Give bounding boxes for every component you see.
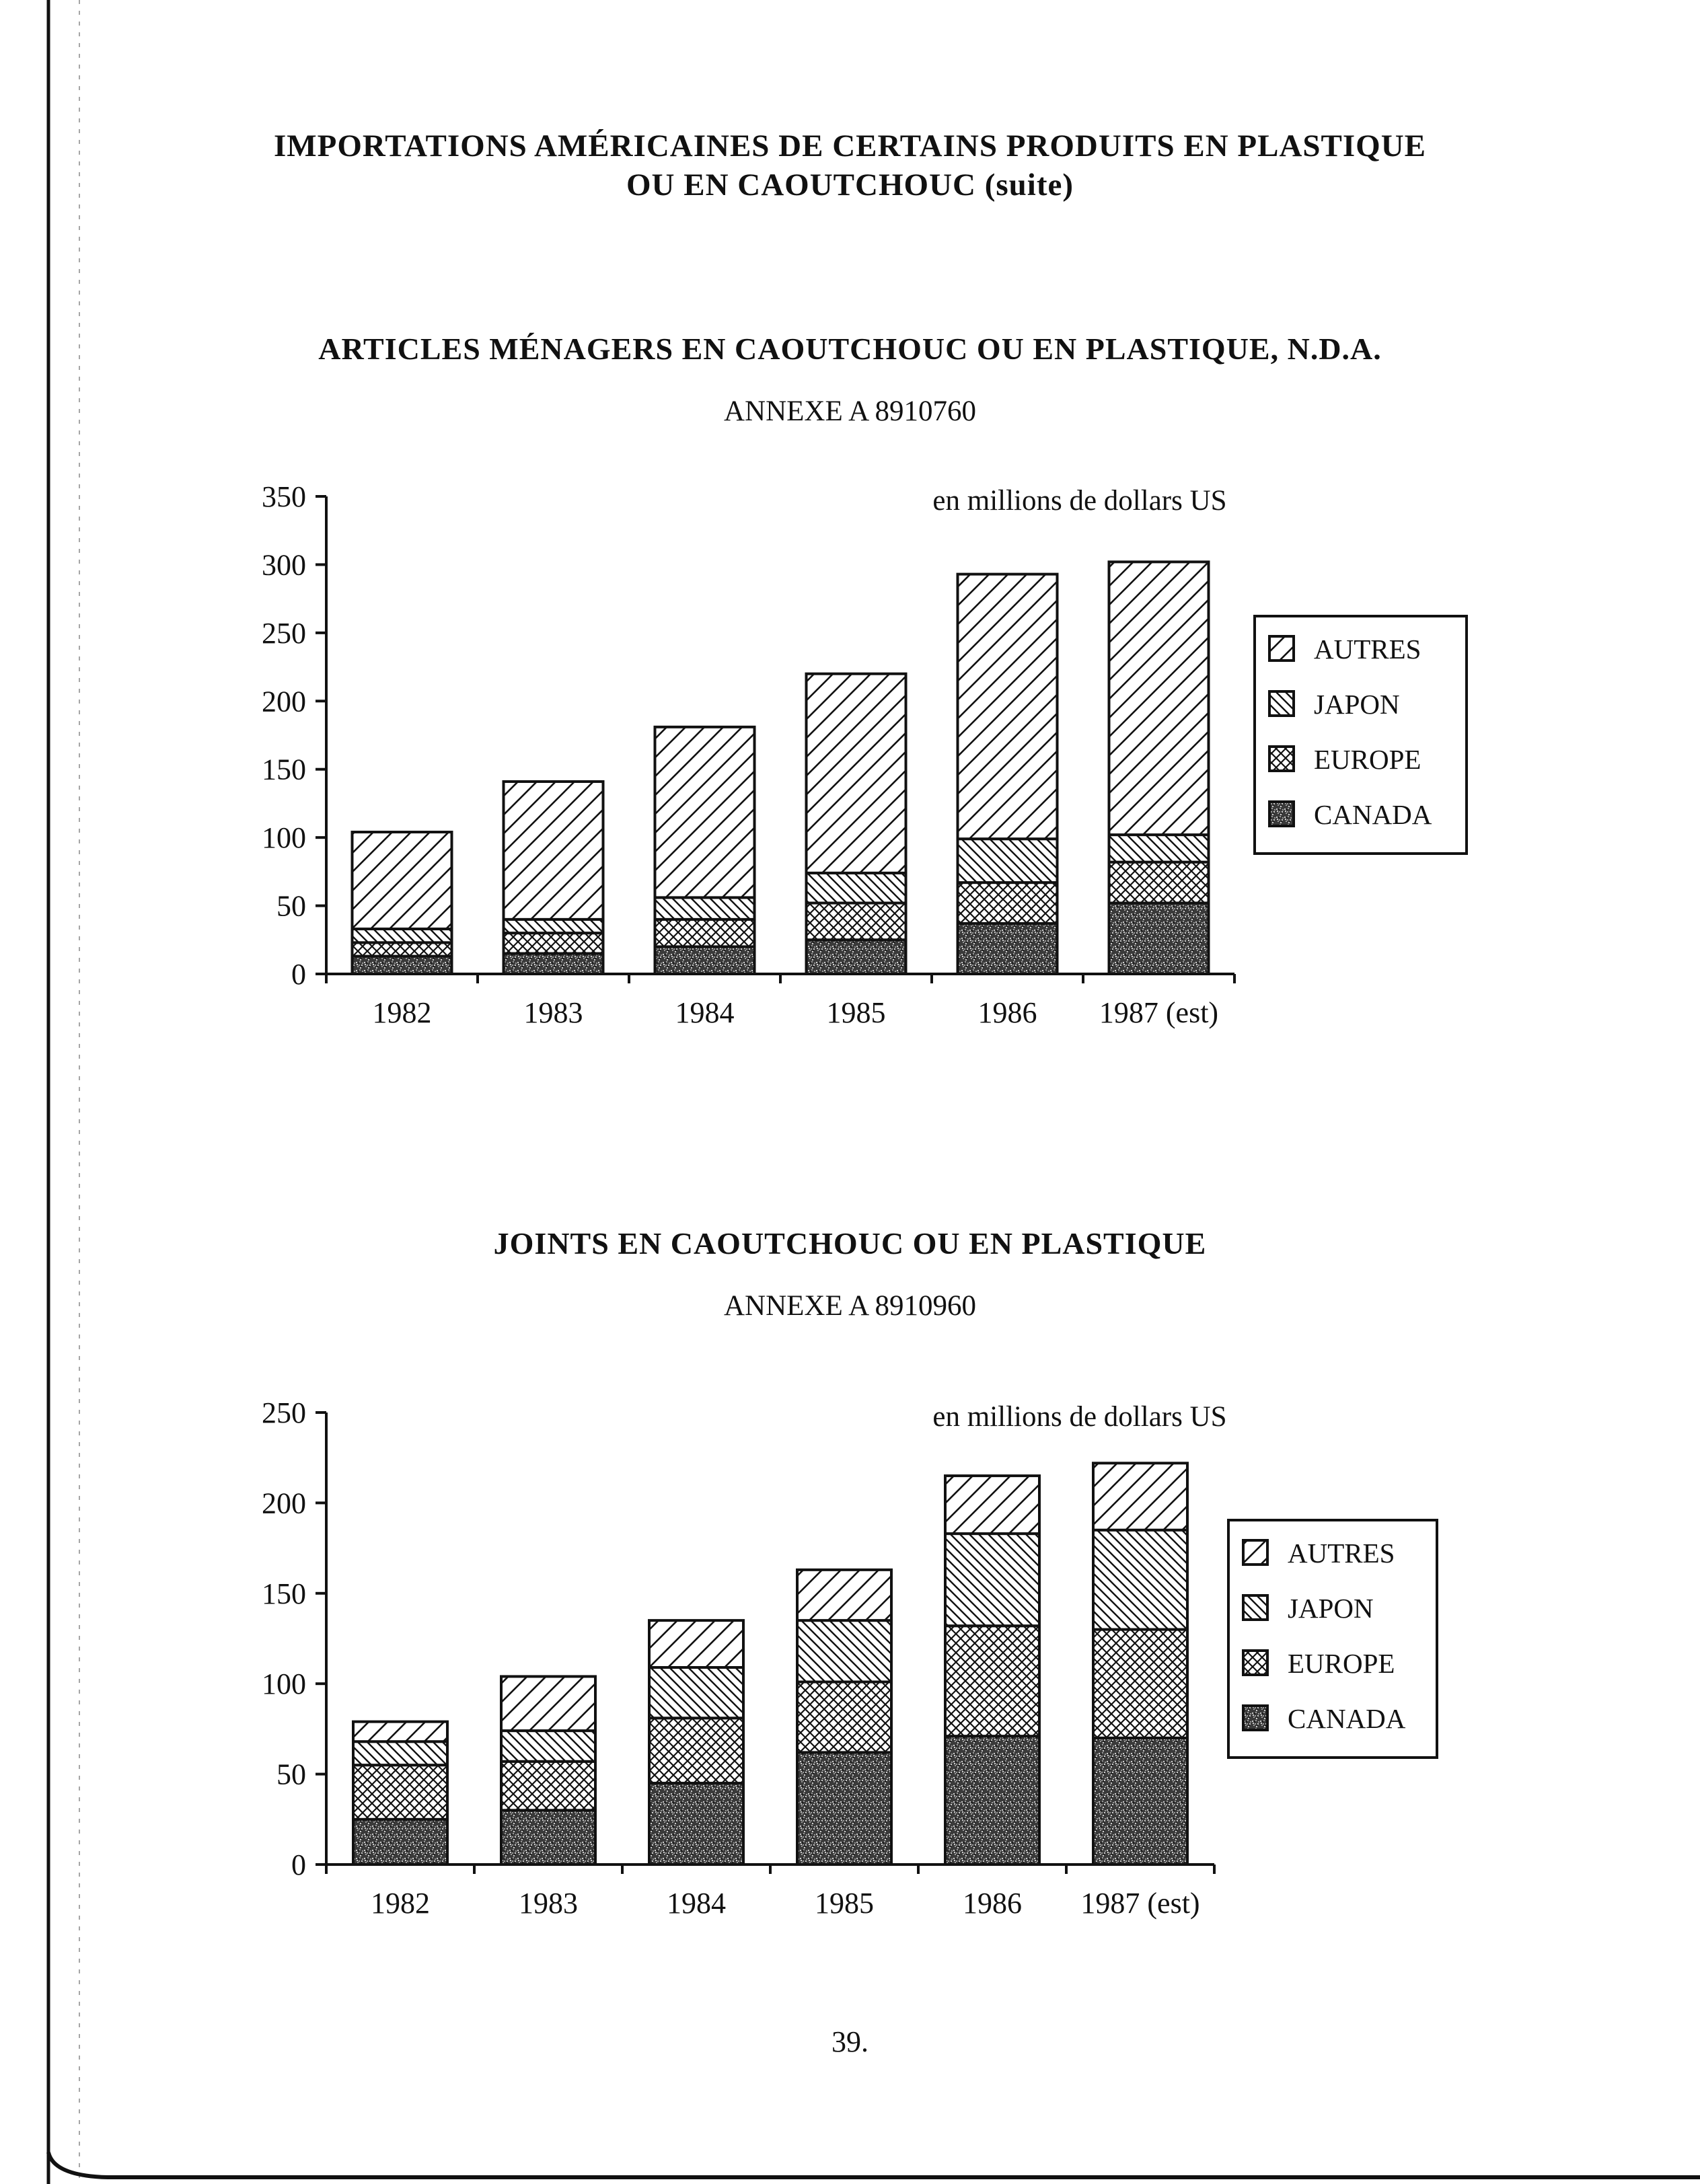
x-tick-label: 1987 (est) bbox=[1099, 996, 1219, 1029]
bar-segment-japon bbox=[945, 1534, 1039, 1626]
legend-swatch-europe bbox=[1243, 1651, 1267, 1675]
chart-2-title: JOINTS EN CAOUTCHOUC OU EN PLASTIQUE bbox=[493, 1226, 1207, 1260]
legend-swatch-canada bbox=[1243, 1706, 1267, 1730]
legend-label-autres: AUTRES bbox=[1288, 1538, 1395, 1569]
legend-swatch-autres bbox=[1243, 1540, 1267, 1565]
bar-segment-europe bbox=[353, 1765, 447, 1819]
y-tick-label: 150 bbox=[262, 753, 306, 786]
bar-segment-canada bbox=[649, 1783, 743, 1865]
y-tick-label: 50 bbox=[276, 889, 306, 923]
chart-1-subtitle: ANNEXE A 8910760 bbox=[723, 396, 977, 427]
chart-1-title: ARTICLES MÉNAGERS EN CAOUTCHOUC OU EN PLASTIQUE, N.D.A. bbox=[318, 332, 1382, 366]
bar-segment-japon bbox=[1093, 1530, 1187, 1630]
bar-segment-japon bbox=[797, 1620, 891, 1682]
x-tick-label: 1982 bbox=[372, 996, 432, 1029]
bar-segment-canada bbox=[501, 1810, 595, 1865]
x-tick-label: 1986 bbox=[963, 1887, 1022, 1920]
y-tick-label: 150 bbox=[262, 1577, 306, 1610]
page-number: 39. bbox=[831, 2025, 869, 2058]
y-tick-label: 100 bbox=[262, 1667, 306, 1701]
x-tick-label: 1987 (est) bbox=[1080, 1887, 1200, 1920]
legend-label-europe: EUROPE bbox=[1314, 744, 1421, 775]
y-tick-label: 0 bbox=[291, 1848, 306, 1881]
bar-segment-japon bbox=[649, 1667, 743, 1718]
page-title-line-1: IMPORTATIONS AMÉRICAINES DE CERTAINS PRODUITS EN PLASTIQUE bbox=[273, 128, 1427, 163]
y-tick-label: 100 bbox=[262, 821, 306, 855]
bar-segment-canada bbox=[353, 1819, 447, 1865]
y-tick-label: 200 bbox=[262, 1486, 306, 1520]
x-tick-label: 1983 bbox=[519, 1887, 578, 1920]
bar-segment-autres bbox=[501, 1676, 595, 1731]
y-tick-label: 250 bbox=[262, 616, 306, 650]
bar-segment-canada bbox=[945, 1736, 1039, 1865]
unit-label: en millions de dollars US bbox=[932, 485, 1227, 517]
y-tick-label: 350 bbox=[262, 480, 306, 513]
bar-segment-europe bbox=[649, 1718, 743, 1783]
page-title-line-2: OU EN CAOUTCHOUC (suite) bbox=[626, 167, 1074, 202]
x-tick-label: 1984 bbox=[667, 1887, 726, 1920]
legend-label-europe: EUROPE bbox=[1288, 1648, 1395, 1679]
legend-label-autres: AUTRES bbox=[1314, 634, 1421, 665]
chart-2-subtitle: ANNEXE A 8910960 bbox=[723, 1290, 977, 1322]
y-tick-label: 250 bbox=[262, 1396, 306, 1429]
y-tick-label: 0 bbox=[291, 958, 306, 991]
y-tick-label: 300 bbox=[262, 548, 306, 582]
x-tick-label: 1985 bbox=[826, 996, 886, 1029]
legend-label-canada: CANADA bbox=[1314, 799, 1432, 830]
bar-segment-japon bbox=[501, 1731, 595, 1762]
bar-segment-europe bbox=[797, 1682, 891, 1753]
legend-label-japon: JAPON bbox=[1314, 689, 1400, 720]
legend-label-japon: JAPON bbox=[1288, 1593, 1374, 1624]
bar-segment-canada bbox=[1093, 1738, 1187, 1865]
y-tick-label: 200 bbox=[262, 685, 306, 718]
bar-segment-autres bbox=[945, 1476, 1039, 1534]
y-tick-label: 50 bbox=[276, 1758, 306, 1791]
bar-segment-autres bbox=[797, 1570, 891, 1620]
bar-segment-canada bbox=[797, 1752, 891, 1865]
x-tick-label: 1984 bbox=[675, 996, 735, 1029]
unit-label: en millions de dollars US bbox=[932, 1401, 1227, 1433]
bar-segment-europe bbox=[501, 1762, 595, 1811]
bar-segment-japon bbox=[353, 1741, 447, 1765]
bar-segment-autres bbox=[353, 1722, 447, 1742]
x-tick-label: 1986 bbox=[977, 996, 1037, 1029]
legend-swatch-japon bbox=[1243, 1595, 1267, 1620]
legend-label-canada: CANADA bbox=[1288, 1703, 1406, 1734]
x-tick-label: 1985 bbox=[815, 1887, 874, 1920]
bar-segment-europe bbox=[1093, 1630, 1187, 1738]
x-tick-label: 1982 bbox=[371, 1887, 430, 1920]
bar-segment-europe bbox=[945, 1626, 1039, 1736]
bar-segment-autres bbox=[1093, 1463, 1187, 1530]
bar-segment-autres bbox=[649, 1620, 743, 1667]
x-tick-label: 1983 bbox=[523, 996, 583, 1029]
